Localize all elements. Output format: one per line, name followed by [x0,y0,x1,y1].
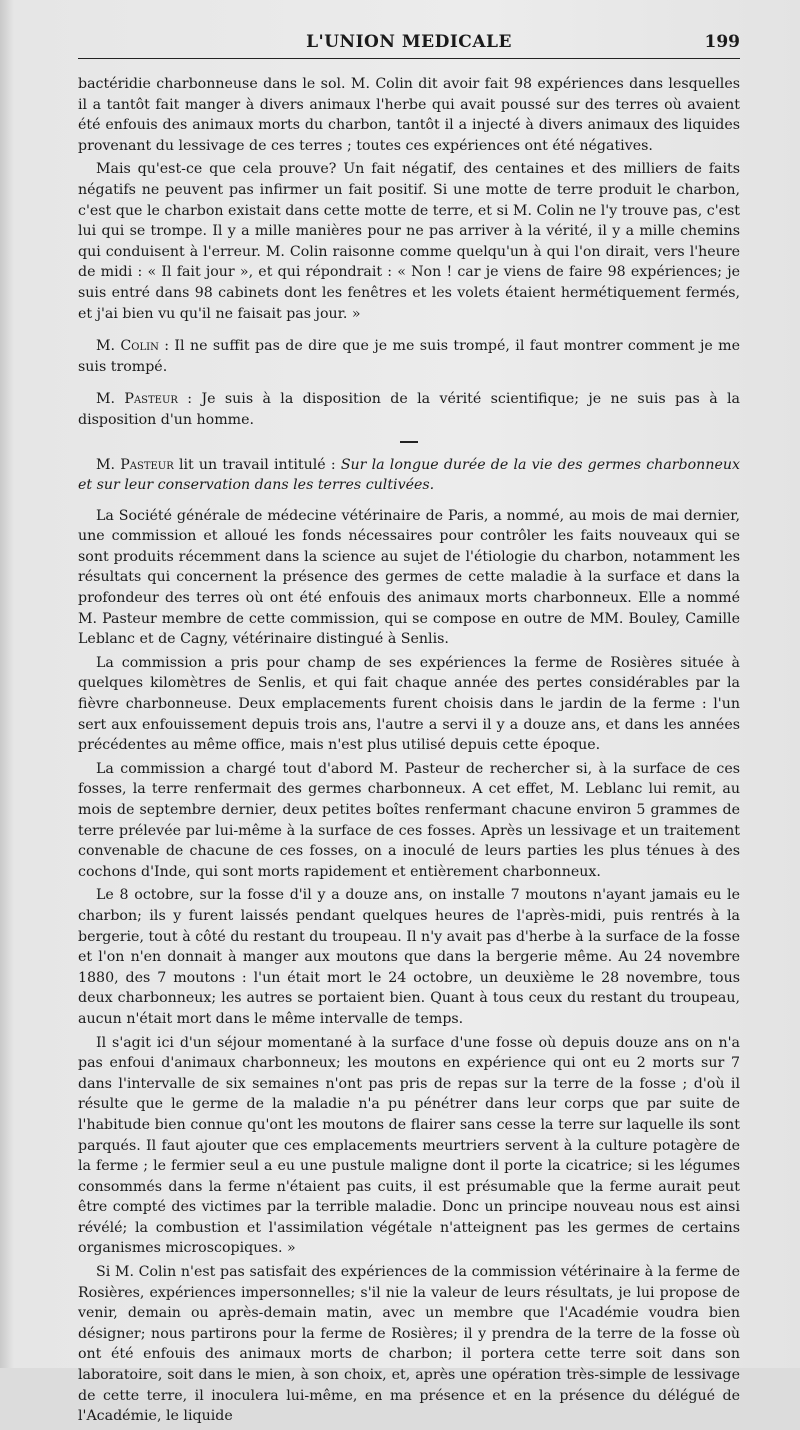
speaker-pasteur: M. Pasteur [96,391,178,408]
journal-title: L'UNION MEDICALE [306,32,512,52]
paragraph-6: La commission a pris pour champ de ses expériences la ferme de Rosières située à quelques kilomètres de Senlis, et qui fait chaque année des pertes considérables par la fièvre charbonneuse. Deux emplacements furent choisis dans le jardin de la ferme : l'un sert aux enfouissement depuis trois ans, l'autre a servi il y a douze ans, et dans les années précédentes au même office, mais n'est plus utilisé depuis cette époque. [78,654,740,754]
paragraph-2: Mais qu'est-ce que cela prouve? Un fait négatif, des centaines et des milliers de faits négatifs ne peuvent pas infirmer un fait positif. Si une motte de terre produit le charbon, c'est que le charbon existait dans cette motte de terre, et si M. Colin ne l'y trouve pas, c'est lui qui se trompe. Il y a mille manières pour ne pas arriver à la vérité, il y a mille chemins qui conduisent à l'erreur. M. Colin raisonne comme quelqu'un à qui l'on dirait, vers l'heure de midi : « Il fait jour », et qui répondrait : « Non ! car je viens de faire 98 expériences; je suis entré dans 98 cabinets dont les fenêtres et les volets étaient hermétiquement fermés, et j'ai bien vu qu'il ne faisait pas jour. » [78,161,740,322]
pasteur-reply-text: : Je suis à la disposition de la vérité scientifique; je ne suis pas à la disposition d'un homme. [78,391,741,428]
lecture-intro-text: lit un travail intitulé : [173,456,341,473]
colin-reply-text: : Il ne suffit pas de dire que je me suis trompé, il faut montrer comment je me suis trompé. [78,338,740,375]
article-body [78,74,740,1430]
paragraph-pasteur-reply [78,389,740,430]
paragraph-8: Le 8 octobre, sur la fosse d'il y a douze ans, on installe 7 moutons n'ayant jamais eu le charbon; ils y furent laissés pendant quelques heures de l'après-midi, puis rentrés à la bergerie, tout à côté du restant du troupeau. Il n'y avait pas d'herbe à la surface de la fosse et l'on n'en donnait à manger aux moutons que dans la bergerie même. Au 24 novembre 1880, des 7 moutons : l'un était mort le 24 octobre, un deuxième le 28 novembre, tous deux charbonneux; les autres se portaient bien. Quant à tous ceux du restant du troupeau, aucun n'était mort dans le même intervalle de temps. [78,887,740,1027]
paragraph-1: bactéridie charbonneuse dans le sol. M. Colin dit avoir fait 98 expériences dans lesquelles il a tantôt fait manger à divers animaux l'herbe qui avait poussé sur des terres où avaient été enfouis des animaux morts du charbon, tantôt il a injecté à divers animaux des liquides provenant du lessivage de ces terres ; toutes ces expériences ont été négatives. [78,76,740,154]
paragraph-colin-reply [78,336,740,377]
paragraph-9: Il s'agit ici d'un séjour momentané à la surface d'une fosse où depuis douze ans on n'a pas enfoui d'animaux charbonneux; les moutons en expérience qui ont eu 2 morts sur 7 dans l'intervalle de six semaines n'ont pas pris de repas sur la terre de la fosse ; d'où il résulte que le germe de la maladie n'a pu pénétrer dans leur corps que par suite de l'habitude bien connue qu'ont les moutons de flairer sans cesse la terre sur laquelle ils sont parqués. Il faut ajouter que ces emplacements meurtriers servent à la culture potagère de la ferme ; le fermier seul a eu une pustule maligne dont il porte la cicatrice; si les légumes consommés dans la ferme n'étaient pas cuits, il est présumable que la ferme aurait peut être compté des victimes par la terrible maladie. Donc un principe nouveau nous est ainsi révélé; la combustion et l'assimilation végétale n'atteignent pas les germes de certains organismes microscopiques. » [78,1034,740,1257]
lecture-title: Sur la longue durée de la vie des germes charbonneux et sur leur conservation dans les terres cultivées. [78,456,740,494]
page-number: 199 [704,32,740,52]
page-header [78,30,740,59]
paragraph-5: La Société générale de médecine vétérinaire de Paris, a nommé, au mois de mai dernier, une commission et alloué les fonds nécessaires pour contrôler les faits nouveaux qui se sont produits récemment dans la science au sujet de l'étiologie du charbon, notamment les résultats qui concernent la présence des germes de cette maladie à la surface et dans la profondeur des terres où ont été enfouis des animaux morts charbonneux. Elle a nommé M. Pasteur membre de cette commission, qui se compose en outre de MM. Bouley, Camille Leblanc et de Cagny, vétérinaire distingué à Senlis. [78,507,740,648]
paragraph-7: La commission a chargé tout d'abord M. Pasteur de rechercher si, à la surface de ces fosses, la terre renfermait des germes charbonneux. A cet effet, M. Leblanc lui remit, au mois de septembre dernier, deux petites boîtes renfermant chacune environ 5 grammes de terre prélevée par lui-même à la surface de ces fosses. Après un lessivage et un traitement convenable de chacune de ces fosses, on a inoculé de leurs parties les plus ténues à des cochons d'Inde, qui sont morts rapidement et entièrement charbonneux. [78,760,740,880]
paragraph-10: Si M. Colin n'est pas satisfait des expériences de la commission vétérinaire à la ferme de Rosières, expériences impersonnelles; s'il nie la valeur de leurs résultats, je lui propose de venir, demain ou après-demain matin, avec un membre que l'Académie voudra bien désigner; nous partirons pour la ferme de Rosières; il y prendra de la terre de la fosse où ont été enfouis des animaux morts de charbon; il portera cette terre soit dans son laboratoire, soit dans le mien, à son choix, et, après une opération très-simple de lessivage de cette terre, il inoculera lui-même, en ma présence et en la présence du délégué de l'Académie, le liquide [78,1264,740,1425]
speaker-colin: M. Colin [96,338,159,355]
section-separator [400,441,418,443]
paragraph-pasteur-lecture [78,455,740,496]
speaker-pasteur-2: M. Pasteur [96,456,174,473]
